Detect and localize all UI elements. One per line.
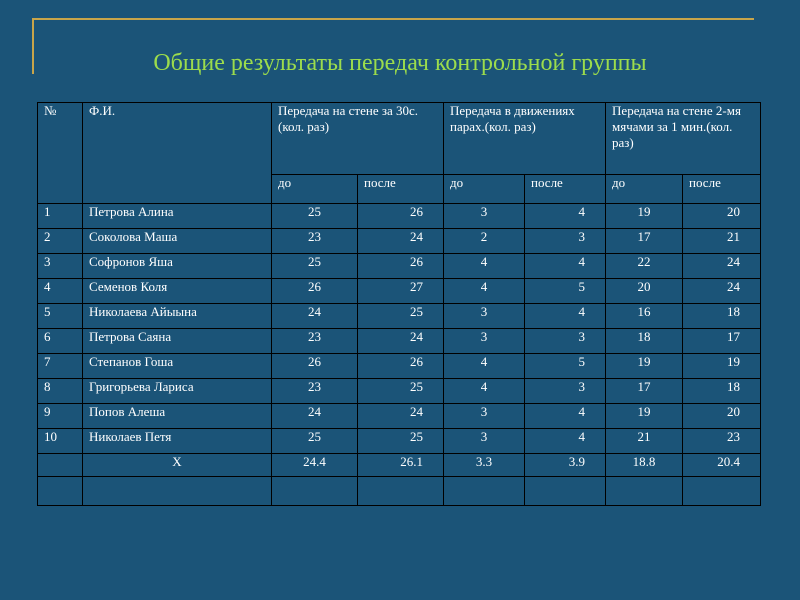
empty-cell <box>606 477 683 506</box>
average-value: 3.9 <box>525 454 606 477</box>
result-value: 16 <box>606 304 683 329</box>
row-number: 1 <box>38 204 83 229</box>
table-row <box>38 254 761 279</box>
row-number: 4 <box>38 279 83 304</box>
subheader-before: до <box>444 175 525 204</box>
average-value: 3.3 <box>444 454 525 477</box>
empty-cell <box>683 477 761 506</box>
result-value: 23 <box>272 379 358 404</box>
row-number: 2 <box>38 229 83 254</box>
result-value: 17 <box>606 229 683 254</box>
average-value: 26.1 <box>358 454 444 477</box>
result-value: 25 <box>358 304 444 329</box>
table-row <box>38 204 761 229</box>
student-name: Попов Алеша <box>83 404 272 429</box>
result-value: 19 <box>683 354 761 379</box>
result-value: 4 <box>444 279 525 304</box>
table-body <box>38 204 761 454</box>
result-value: 18 <box>683 304 761 329</box>
average-label: Х <box>83 454 272 477</box>
row-number: 6 <box>38 329 83 354</box>
empty-cell <box>525 477 606 506</box>
result-value: 25 <box>358 429 444 454</box>
results-table <box>37 102 761 506</box>
subheader-before: до <box>272 175 358 204</box>
result-value: 4 <box>525 304 606 329</box>
result-value: 5 <box>525 279 606 304</box>
frame-top-line <box>32 18 754 20</box>
result-value: 23 <box>272 229 358 254</box>
result-value: 20 <box>683 204 761 229</box>
average-value: 20.4 <box>683 454 761 477</box>
student-name: Григорьева Лариса <box>83 379 272 404</box>
average-empty-cell <box>38 454 83 477</box>
result-value: 25 <box>272 429 358 454</box>
header-group-wall-two-balls: Передача на стене 2-мя мячами за 1 мин.(кол. раз) <box>606 103 761 175</box>
subheader-after: после <box>683 175 761 204</box>
table-row <box>38 404 761 429</box>
empty-row <box>38 477 761 506</box>
row-number: 10 <box>38 429 83 454</box>
page-title: Общие результаты передач контрольной группы <box>153 50 647 76</box>
header-group-pairs: Передача в движениях парах.(кол. раз) <box>444 103 606 175</box>
result-value: 26 <box>358 204 444 229</box>
student-name: Софронов Яша <box>83 254 272 279</box>
result-value: 21 <box>683 229 761 254</box>
student-name: Степанов Гоша <box>83 354 272 379</box>
result-value: 24 <box>358 329 444 354</box>
row-number: 5 <box>38 304 83 329</box>
table-row <box>38 354 761 379</box>
table-row <box>38 304 761 329</box>
result-value: 20 <box>606 279 683 304</box>
result-value: 17 <box>683 329 761 354</box>
student-name: Николаев Петя <box>83 429 272 454</box>
header-name: Ф.И. <box>83 103 272 204</box>
result-value: 18 <box>683 379 761 404</box>
result-value: 18 <box>606 329 683 354</box>
result-value: 3 <box>525 379 606 404</box>
result-value: 25 <box>272 204 358 229</box>
empty-cell <box>358 477 444 506</box>
empty-cell <box>444 477 525 506</box>
result-value: 5 <box>525 354 606 379</box>
result-value: 24 <box>358 404 444 429</box>
result-value: 26 <box>358 354 444 379</box>
empty-cell <box>272 477 358 506</box>
header-group-wall-30s: Передача на стене за 30с.(кол. раз) <box>272 103 444 175</box>
student-name: Соколова Маша <box>83 229 272 254</box>
result-value: 25 <box>272 254 358 279</box>
result-value: 3 <box>525 229 606 254</box>
table-row <box>38 329 761 354</box>
result-value: 3 <box>525 329 606 354</box>
result-value: 2 <box>444 229 525 254</box>
result-value: 24 <box>683 279 761 304</box>
result-value: 24 <box>272 304 358 329</box>
average-value: 18.8 <box>606 454 683 477</box>
result-value: 27 <box>358 279 444 304</box>
result-value: 25 <box>358 379 444 404</box>
result-value: 24 <box>358 229 444 254</box>
subheader-before: до <box>606 175 683 204</box>
result-value: 21 <box>606 429 683 454</box>
result-value: 24 <box>683 254 761 279</box>
result-value: 4 <box>444 379 525 404</box>
result-value: 20 <box>683 404 761 429</box>
result-value: 23 <box>272 329 358 354</box>
result-value: 4 <box>525 204 606 229</box>
result-value: 17 <box>606 379 683 404</box>
student-name: Петрова Алина <box>83 204 272 229</box>
header-number: № <box>38 103 83 204</box>
result-value: 3 <box>444 304 525 329</box>
row-number: 3 <box>38 254 83 279</box>
average-row <box>38 454 761 477</box>
student-name: Семенов Коля <box>83 279 272 304</box>
row-number: 9 <box>38 404 83 429</box>
empty-cell <box>38 477 83 506</box>
average-value: 24.4 <box>272 454 358 477</box>
result-value: 4 <box>525 254 606 279</box>
result-value: 4 <box>444 354 525 379</box>
subheader-after: после <box>525 175 606 204</box>
result-value: 26 <box>272 279 358 304</box>
student-name: Николаева Айыына <box>83 304 272 329</box>
result-value: 19 <box>606 204 683 229</box>
result-value: 19 <box>606 404 683 429</box>
result-value: 26 <box>358 254 444 279</box>
row-number: 8 <box>38 379 83 404</box>
empty-cell <box>83 477 272 506</box>
table-row <box>38 229 761 254</box>
row-number: 7 <box>38 354 83 379</box>
result-value: 4 <box>525 429 606 454</box>
result-value: 3 <box>444 429 525 454</box>
result-value: 3 <box>444 404 525 429</box>
result-value: 26 <box>272 354 358 379</box>
table-row <box>38 279 761 304</box>
table-row <box>38 429 761 454</box>
result-value: 24 <box>272 404 358 429</box>
subheader-after: после <box>358 175 444 204</box>
result-value: 23 <box>683 429 761 454</box>
header-row <box>38 103 761 175</box>
result-value: 4 <box>525 404 606 429</box>
student-name: Петрова Саяна <box>83 329 272 354</box>
table-row <box>38 379 761 404</box>
result-value: 3 <box>444 329 525 354</box>
result-value: 22 <box>606 254 683 279</box>
result-value: 3 <box>444 204 525 229</box>
result-value: 19 <box>606 354 683 379</box>
result-value: 4 <box>444 254 525 279</box>
